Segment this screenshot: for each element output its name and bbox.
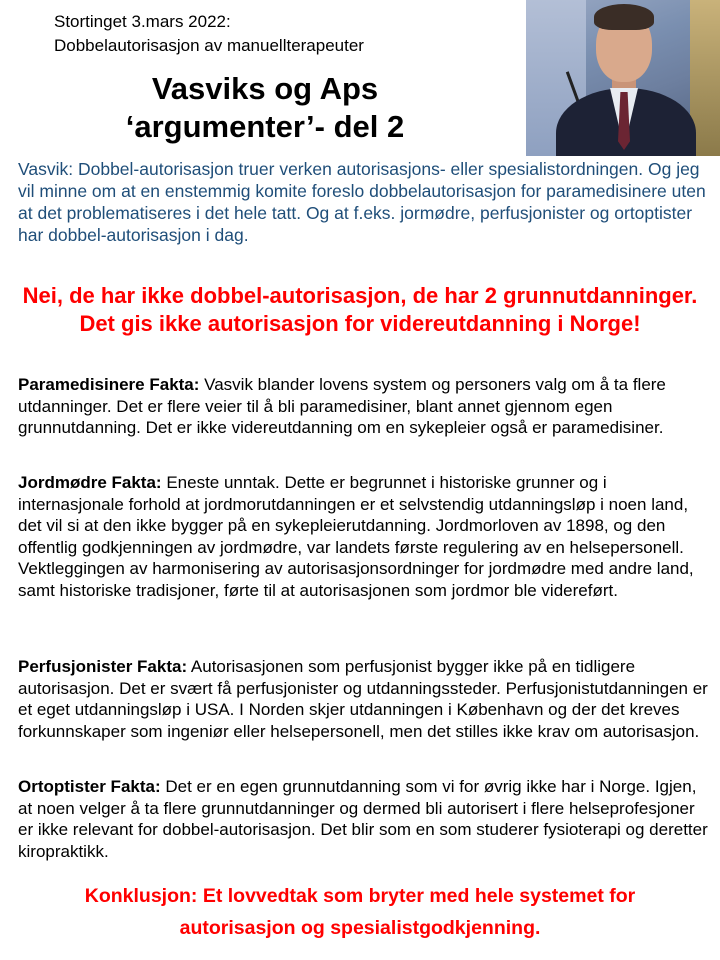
rebuttal-statement: Nei, de har ikke dobbel-autorisasjon, de har 2 grunnutdanninger. Det gis ikke autorisasjon for videreutdanning i Norge! [22, 283, 698, 336]
fact-heading: Ortoptister Fakta: [18, 777, 161, 796]
fact-heading: Paramedisinere Fakta: [18, 375, 200, 394]
fact-ortoptister [18, 776, 710, 862]
fact-jordmodre [18, 472, 710, 601]
fact-text: Eneste unntak. Dette er begrunnet i historiske grunner og i internasjonale forhold at jordmorutdanningen er et selvstendig utdanningsløp i noen land, det vil si at den ikke bygger på en sykepleierutdanning. Jordmorloven av 1898, og den offentlig godkjenningen av jordmødre, var landets første regulering av en helsepersonell. Vektleggingen av harmonisering av autorisasjonsordninger for jordmødre med andre land, samt historiske tradisjoner, førte til at autorisasjonen som jordmor ble videreført. [18, 473, 694, 600]
fact-text: Det er en egen grunnutdanning som vi for øvrig ikke har i Norge. Igjen, at noen velger å ta flere grunnutdanninger og dermed bli autorisert i flere helseprofesjoner er ikke relevant for dobbel-autorisasjon. Det blir som en som studerer fysioterapi og deretter kiropraktikk. [18, 777, 708, 861]
vasvik-quote: Vasvik: Dobbel-autorisasjon truer verken autorisasjons- eller spesialistordningen. Og jeg vil minne om at en enstemmig komite foreslo dobbelautorisasjon for paramedisinere uten at det problematiseres i det hele tatt. Og at f.eks. jormødre, perfusjonister og ortoptister har dobbel-autorisasjon i dag. [18, 159, 706, 245]
topic-line: Dobbelautorisasjon av manuellterapeuter [54, 36, 364, 55]
conclusion-line-1: Konklusjon: Et lovvedtak som bryter med hele systemet for [84, 885, 636, 907]
fact-heading: Jordmødre Fakta: [18, 473, 162, 492]
fact-text: Vasvik blander lovens system og personers valg om å ta flere utdanninger. Det er flere veier til å bli paramedisiner, blant annet gjennom egen grunnutdanning. Det er ikke videreutdanning om en sykepleier også er paramedisiner. [18, 375, 666, 437]
date-line: Stortinget 3.mars 2022: [54, 12, 231, 31]
conclusion [20, 880, 700, 944]
fact-perfusjonister [18, 656, 710, 742]
title-line-2: ‘argumenter’- del 2 [125, 109, 405, 144]
title-line-1: Vasviks og Aps [151, 71, 379, 106]
fact-text: Autorisasjonen som perfusjonist bygger ikke på en tidligere autorisasjon. Det er svært få perfusjonister og utdanningssteder. Perfusjonistutdanningen er et eget utdanningsløp i USA. I Norden skjer utdanningen i København og der det kreves forkunnskaper som ingeniør eller helsepersonell, men det stilles ikke krav om autorisasjon. [18, 657, 708, 741]
header [54, 10, 514, 58]
page-title [0, 70, 530, 146]
fact-heading: Perfusjonister Fakta: [18, 657, 188, 676]
speaker-photo [526, 0, 720, 156]
conclusion-line-2: autorisasjon og spesialistgodkjenning. [179, 917, 541, 939]
fact-paramedisinere [18, 374, 710, 439]
